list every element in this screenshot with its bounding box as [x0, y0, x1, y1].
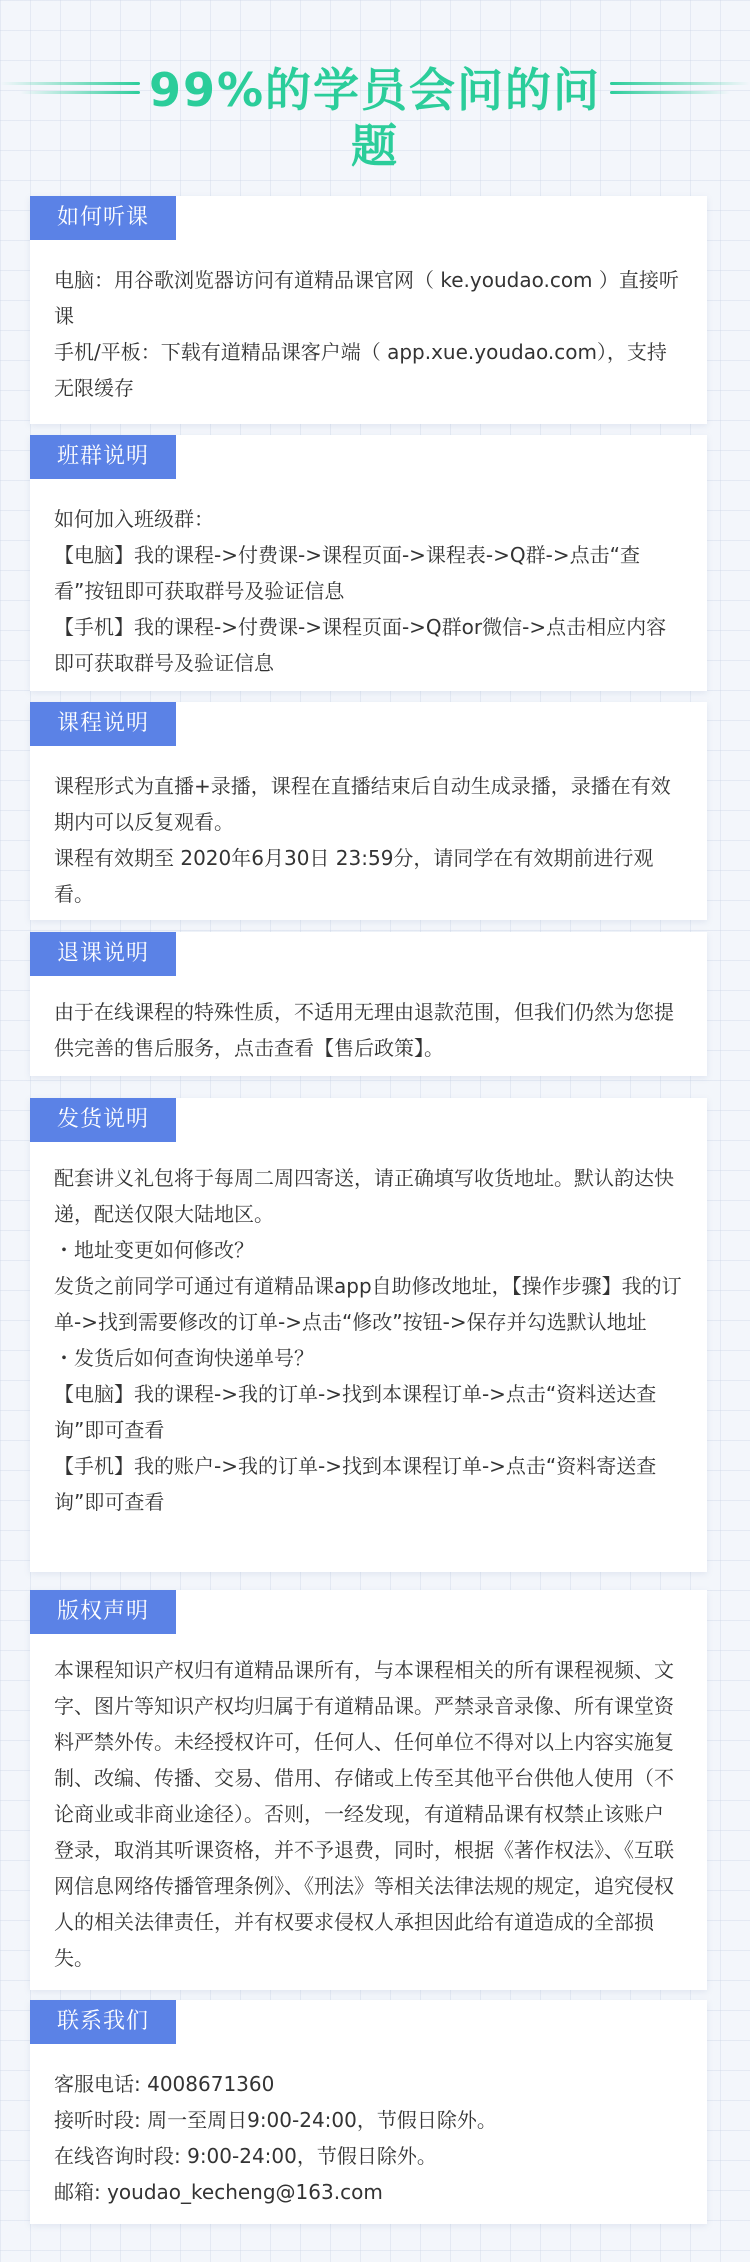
section-shipping — [30, 1098, 707, 1572]
section-how-to-attend — [30, 196, 707, 424]
section-body — [54, 1160, 683, 1520]
section-title: 课程说明 — [30, 702, 176, 746]
section-title: 如何听课 — [30, 196, 176, 240]
section-line: 配套讲义礼包将于每周二周四寄送，请正确填写收货地址。默认韵达快递，配送仅限大陆地区。 — [54, 1166, 674, 1226]
section-course-info — [30, 702, 707, 920]
section-title: 联系我们 — [30, 2000, 176, 2044]
header-decoration-right — [610, 76, 750, 110]
section-refund — [30, 932, 707, 1076]
contact-email: 邮箱: youdao_kecheng@163.com — [54, 2180, 383, 2204]
section-body — [54, 501, 683, 681]
section-body — [54, 994, 683, 1066]
section-body — [54, 2066, 683, 2210]
section-line: 【电脑】我的课程->付费课->课程页面->课程表->Q群->点击“查看”按钮即可获取群号及验证信息 — [54, 543, 640, 603]
contact-hours: 接听时段: 周一至周日9:00-24:00，节假日除外。 — [54, 2108, 497, 2132]
section-title: 版权声明 — [30, 1590, 176, 1634]
section-body — [54, 768, 683, 912]
section-line: 【电脑】我的课程->我的订单->找到本课程订单->点击“资料送达查询”即可查看 — [54, 1382, 657, 1442]
section-line: 如何加入班级群： — [54, 507, 214, 531]
section-line: 本课程知识产权归有道精品课所有，与本课程相关的所有课程视频、文字、图片等知识产权均归属于有道精品课。严禁录音录像、所有课堂资料严禁外传。未经授权许可，任何人、任何单位不得对以上内容实施复制、改编、传播、交易、借用、存储或上传至其他平台供他人使用（不论商业或非商业途径）。否则，一经发现，有道精品课有权禁止该账户登录，取消其听课资格，并不予退费，同时，根据《著作权法》、《互联网信息网络传播管理条例》、《刑法》等相关法律法规的规定，追究侵权人的相关法律责任，并有权要求侵权人承担因此给有道造成的全部损失。 — [54, 1658, 674, 1970]
section-line: 【手机】我的账户->我的订单->找到本课程订单->点击“资料寄送查询”即可查看 — [54, 1454, 657, 1514]
section-line: 发货之前同学可通过有道精品课app自助修改地址，【操作步骤】我的订单->找到需要修改的订单->点击“修改”按钮->保存并勾选默认地址 — [54, 1274, 682, 1334]
section-line: ・发货后如何查询快递单号？ — [54, 1346, 314, 1370]
section-line: 手机/平板：下载有道精品课客户端（ app.xue.youdao.com），支持无限缓存 — [54, 340, 667, 400]
section-line: ・地址变更如何修改？ — [54, 1238, 254, 1262]
page-title: 99%的学员会问的问题 — [148, 63, 602, 173]
section-title: 退课说明 — [30, 932, 176, 976]
section-body — [54, 262, 683, 406]
contact-online-hours: 在线咨询时段: 9:00-24:00，节假日除外。 — [54, 2144, 437, 2168]
section-body — [54, 1652, 683, 1976]
section-line: 电脑：用谷歌浏览器访问有道精品课官网（ ke.youdao.com ）直接听课 — [54, 268, 679, 328]
section-contact — [30, 2000, 707, 2224]
section-copyright — [30, 1590, 707, 1990]
section-title: 发货说明 — [30, 1098, 176, 1142]
page-header — [0, 62, 750, 173]
section-line: 课程有效期至 2020年6月30日 23:59分，请同学在有效期前进行观看。 — [54, 846, 654, 906]
contact-phone: 客服电话: 4008671360 — [54, 2072, 275, 2096]
section-title: 班群说明 — [30, 435, 176, 479]
section-class-group — [30, 435, 707, 691]
header-decoration-left — [0, 76, 140, 110]
section-line: 课程形式为直播+录播，课程在直播结束后自动生成录播，录播在有效期内可以反复观看。 — [54, 774, 671, 834]
section-line: 【手机】我的课程->付费课->课程页面->Q群or微信->点击相应内容即可获取群号及验证信息 — [54, 615, 667, 675]
section-line: 由于在线课程的特殊性质，不适用无理由退款范围，但我们仍然为您提供完善的售后服务，点击查看【售后政策】。 — [54, 1000, 674, 1060]
